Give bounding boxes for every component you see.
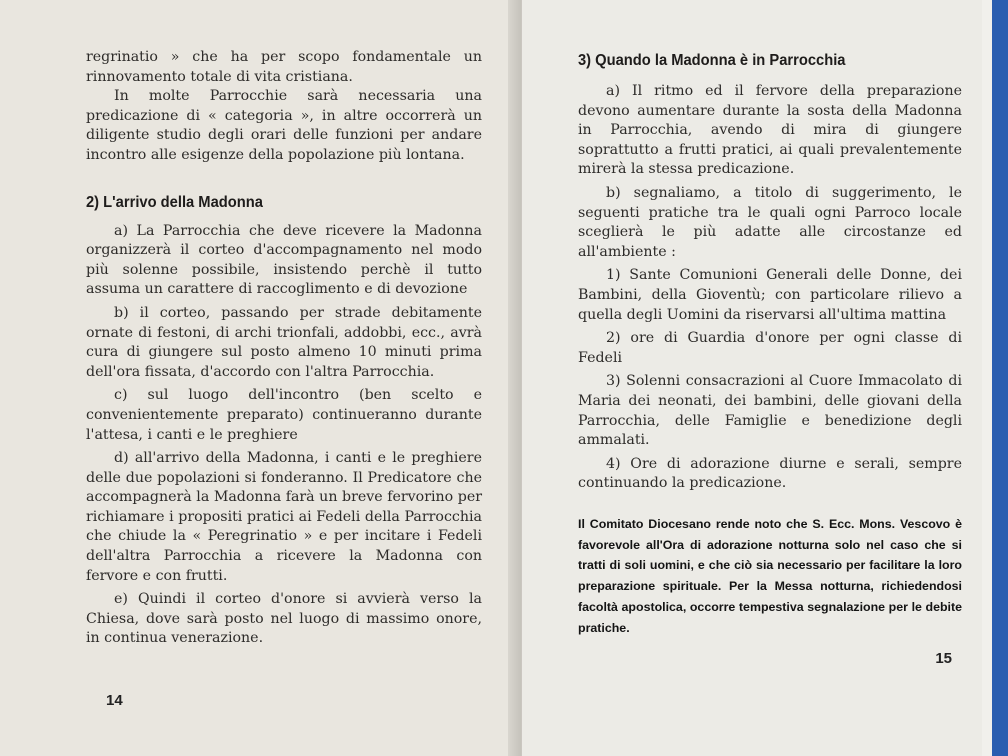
page-number-right: 15: [935, 650, 952, 667]
arrival-items: [86, 222, 482, 649]
intro-paragraph-1: regrinatio » che ha per scopo fondamentale un rinnovamento totale di vita cristiana.: [86, 49, 482, 85]
practice-item-1: 1) Sante Comunioni Generali delle Donne, dei Bambini, della Gioventù; con particolare rilievo a quella degli Uomini da riservarsi all'ultima mattina: [578, 267, 962, 323]
practices-list: [578, 266, 962, 494]
right-page: [522, 0, 992, 756]
diocesan-committee-notice: Il Comitato Diocesano rende noto che S. Ecc. Mons. Vescovo è favorevole all'Ora di adorazione notturna solo nel caso che si tratti di soli uomini, e che ciò sia necessario per facilitare la loro preparazione spirituale. Per la Messa notturna, richiedendosi facoltà apostolica, occorre tempestiva segnalazione per le debite pratiche.: [578, 516, 962, 635]
section-title-arrival: 2) L'arrivo della Madonna: [86, 193, 263, 211]
arrival-item-a: a) La Parrocchia che deve ricevere la Madonna organizzerà il corteo d'accompagnamento nel modo più solenne possibile, insistendo perchè il tutto assuma un carattere di raccoglimento e di devozione: [86, 222, 482, 298]
practice-item-2: 2) ore di Guardia d'onore per ogni classe di Fedeli: [578, 330, 962, 366]
intro-paragraph-2: In molte Parrocchie sarà necessaria una predicazione di « categoria », in altre occorrerà un diligente studio degli orari delle funzioni per andare incontro alle esigenze della popolazione più lontana.: [86, 88, 482, 163]
arrival-item-c: c) sul luogo dell'incontro (ben scelto e convenientemente preparato) continueranno durante l'attesa, i canti e le preghiere: [86, 387, 482, 443]
practice-item-4: 4) Ore di adorazione diurne e serali, sempre continuando la predicazione.: [578, 455, 962, 492]
parish-items: [578, 82, 962, 262]
page-number-left: 14: [106, 692, 123, 709]
arrival-item-d: d) all'arrivo della Madonna, i canti e le preghiere delle due popolazioni si fonderanno. Il Predicatore che accompagnerà la Madonna farà un breve fervorino per richiamare i propositi pratici ai Fedeli della Parrocchia che chiude la « Peregrinatio » e per incitare i Fedeli dell'altra Parrocchia a ricevere la Madonna con fervore e con frutti.: [86, 450, 482, 584]
arrival-item-b: b) il corteo, passando per strade debitamente ornate di festoni, di archi trionfali, addobbi, ecc., avrà cura di giungere sul posto almeno 10 minuti prima dell'ora fissata, d'accordo con l'altra Parrocchia.: [86, 304, 482, 380]
section-title-in-parish: 3) Quando la Madonna è in Parrocchia: [578, 52, 846, 69]
practice-item-3: 3) Solenni consacrazioni al Cuore Immacolato di Maria dei neonati, dei bambini, delle giovani della Parrocchia, delle Famiglie e benedizione degli ammalati.: [578, 373, 962, 449]
parish-item-a: a) Il ritmo ed il fervore della preparazione devono aumentare durante la sosta della Madonna in Parrocchia, avendo di mira di giungere soprattutto a frutti pratici, ai quali prevalentemente mirerà la stessa predicazione.: [578, 83, 962, 178]
parish-item-b: b) segnaliamo, a titolo di suggerimento, le seguenti pratiche tra le quali ogni Parroco locale sceglierà le più adatte alle circostanze ed all'ambiente :: [578, 184, 962, 260]
arrival-item-e: e) Quindi il corteo d'onore si avvierà verso la Chiesa, dove sarà posto nel luogo di massimo onore, in continua venerazione.: [86, 591, 482, 647]
